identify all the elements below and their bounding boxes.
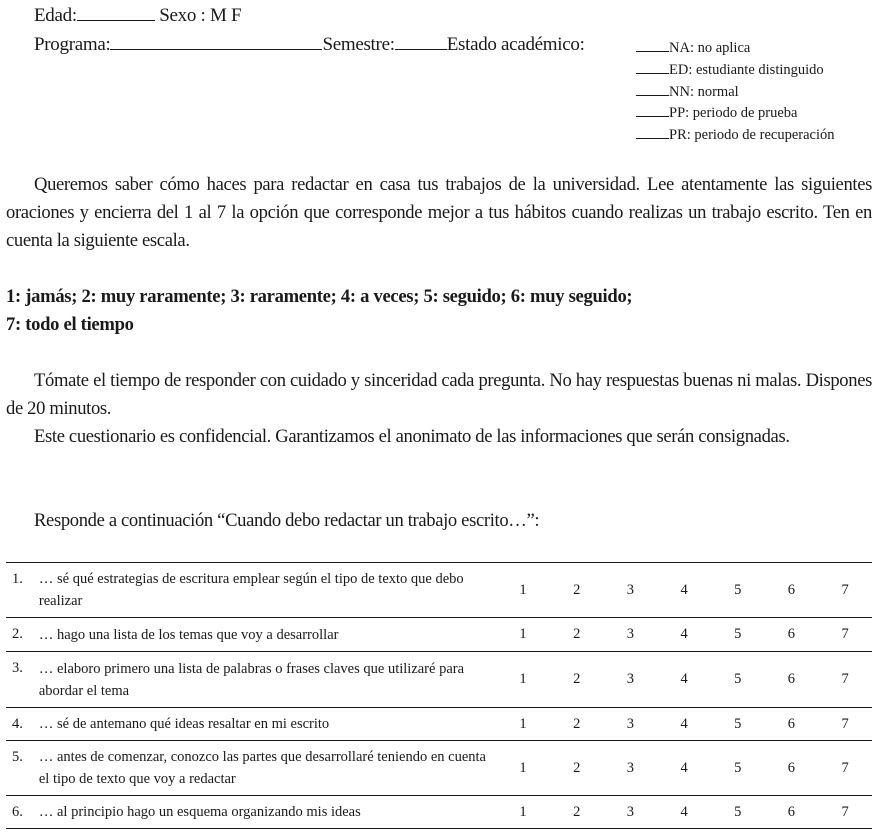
academic-status-options [636, 38, 834, 147]
status-option-pr[interactable]: PR: periodo de recuperación [636, 125, 834, 147]
scale-option-2[interactable]: 2 [573, 626, 581, 642]
scale-option-7[interactable]: 7 [841, 715, 849, 732]
status-blank[interactable] [636, 83, 669, 96]
scale-option-6[interactable]: 6 [787, 803, 796, 820]
scale-option-4[interactable]: 4 [680, 671, 688, 687]
scale-option-4[interactable]: 4 [680, 626, 688, 642]
question-row: 3. … elaboro primero una lista de palabras o frases claves que utilizaré para abordar el tema 1 2 3 4 5 6 7 [6, 652, 872, 708]
scale-option-4[interactable]: 4 [680, 803, 688, 820]
scale-option-2[interactable]: 2 [573, 803, 581, 820]
scale-option-2[interactable]: 2 [573, 671, 581, 687]
confidential-paragraph: Este cuestionario es confidencial. Garantizamos el anonimato de las informaciones que serán consignadas. [34, 426, 790, 447]
scale-option-4[interactable]: 4 [680, 715, 688, 732]
scale-option-6[interactable]: 6 [787, 581, 796, 598]
scale-option-3[interactable]: 3 [626, 626, 635, 642]
scale-option-5[interactable]: 5 [734, 759, 742, 776]
demographics-row-2 [34, 34, 585, 56]
scale-legend [6, 283, 632, 339]
scale-option-1[interactable]: 1 [519, 581, 527, 598]
scale-option-5[interactable]: 5 [734, 803, 742, 820]
scale-option-1[interactable]: 1 [519, 759, 527, 776]
scale-option-6[interactable]: 6 [787, 759, 796, 776]
scale-option-3[interactable]: 3 [626, 759, 635, 776]
scale-option-3[interactable]: 3 [626, 803, 635, 820]
scale-option-5[interactable]: 5 [734, 626, 742, 642]
question-row: 4. … sé de antemano qué ideas resaltar en mi escrito 1 2 3 4 5 6 7 [6, 708, 872, 741]
scale-option-7[interactable]: 7 [841, 626, 849, 642]
scale-option-4[interactable]: 4 [680, 759, 688, 776]
scale-option-5[interactable]: 5 [734, 671, 742, 687]
academic-status-label: Estado académico: [446, 34, 585, 55]
scale-option-1[interactable]: 1 [519, 626, 527, 642]
question-text: … sé qué estrategias de escritura emplear según el tipo de texto que debo realizar [38, 571, 464, 609]
semester-field[interactable] [395, 34, 447, 50]
status-option-ed[interactable]: ED: estudiante distinguido [636, 60, 834, 82]
scale-option-7[interactable]: 7 [841, 803, 849, 820]
intro-paragraph: Queremos saber cómo haces para redactar en casa tus trabajos de la universidad. Lee atentamente las siguientes oraciones y encierra del 1 al 7 la opción que corresponde mejor a tus hábitos cuando realizas un trabajo escrito. Ten en cuenta la siguiente escala. [6, 174, 872, 251]
question-text: … sé de antemano qué ideas resaltar en mi escrito [38, 716, 330, 732]
semester-label: Semestre: [322, 34, 395, 55]
status-blank[interactable] [636, 126, 669, 139]
scale-option-4[interactable]: 4 [680, 581, 688, 598]
question-text: … hago una lista de los temas que voy a desarrollar [38, 626, 339, 643]
question-text: … al principio hago un esquema organizando mis ideas [38, 804, 361, 820]
response-prompt: Responde a continuación “Cuando debo redactar un trabajo escrito…”: [34, 510, 540, 531]
age-field[interactable] [77, 5, 155, 21]
scale-option-1[interactable]: 1 [519, 671, 527, 687]
questionnaire-table [6, 562, 872, 829]
scale-option-6[interactable]: 6 [787, 626, 796, 642]
question-text: … elaboro primero una lista de palabras o frases claves que utilizaré para abordar el tema [38, 660, 465, 699]
scale-option-3[interactable]: 3 [626, 715, 635, 732]
scale-legend-line-2: 7: todo el tiempo [6, 314, 134, 335]
age-label: Edad: [34, 5, 77, 26]
status-option-nn[interactable]: NN: normal [636, 82, 834, 104]
program-label: Programa: [34, 34, 111, 55]
question-row: 2. … hago una lista de los temas que voy a desarrollar 1 2 3 4 5 6 7 [6, 618, 872, 652]
status-option-na[interactable]: NA: no aplica [636, 38, 834, 60]
time-note-paragraph: Tómate el tiempo de responder con cuidado y sinceridad cada pregunta. No hay respuestas buenas ni malas. Dispones de 20 minutos. [6, 370, 872, 419]
status-blank[interactable] [636, 39, 669, 52]
scale-option-6[interactable]: 6 [787, 715, 796, 732]
scale-option-5[interactable]: 5 [734, 581, 742, 598]
scale-option-3[interactable]: 3 [626, 671, 635, 687]
scale-option-6[interactable]: 6 [787, 671, 796, 687]
scale-option-2[interactable]: 2 [573, 581, 581, 598]
program-field[interactable] [110, 34, 322, 50]
scale-legend-line-1: 1: jamás; 2: muy raramente; 3: raramente; 4: a veces; 5: seguido; 6: muy seguido; [6, 286, 633, 307]
question-row: 1. … sé qué estrategias de escritura emplear según el tipo de texto que debo realizar 1 2 3 4 5 6 7 [6, 563, 872, 618]
demographics-row-1 [34, 5, 241, 27]
scale-option-2[interactable]: 2 [573, 759, 581, 776]
status-blank[interactable] [636, 61, 669, 74]
scale-option-7[interactable]: 7 [841, 759, 849, 776]
scale-option-1[interactable]: 1 [519, 803, 527, 820]
question-row: 6. … al principio hago un esquema organizando mis ideas 1 2 3 4 5 6 7 [6, 796, 872, 829]
scale-option-2[interactable]: 2 [573, 715, 581, 732]
question-text: … antes de comenzar, conozco las partes que desarrollaré teniendo en cuenta el tipo de texto que voy a redactar [38, 749, 486, 787]
scale-option-7[interactable]: 7 [841, 671, 849, 687]
question-row: 5. … antes de comenzar, conozco las partes que desarrollaré teniendo en cuenta el tipo de texto que voy a redactar 1 2 3 4 5 6 7 [6, 741, 872, 796]
scale-option-1[interactable]: 1 [519, 715, 527, 732]
status-option-pp[interactable]: PP: periodo de prueba [636, 103, 834, 125]
scale-option-7[interactable]: 7 [841, 581, 849, 598]
sex-label: Sexo : M F [159, 5, 242, 26]
scale-option-5[interactable]: 5 [734, 715, 742, 732]
status-blank[interactable] [636, 104, 669, 117]
scale-option-3[interactable]: 3 [626, 581, 635, 598]
